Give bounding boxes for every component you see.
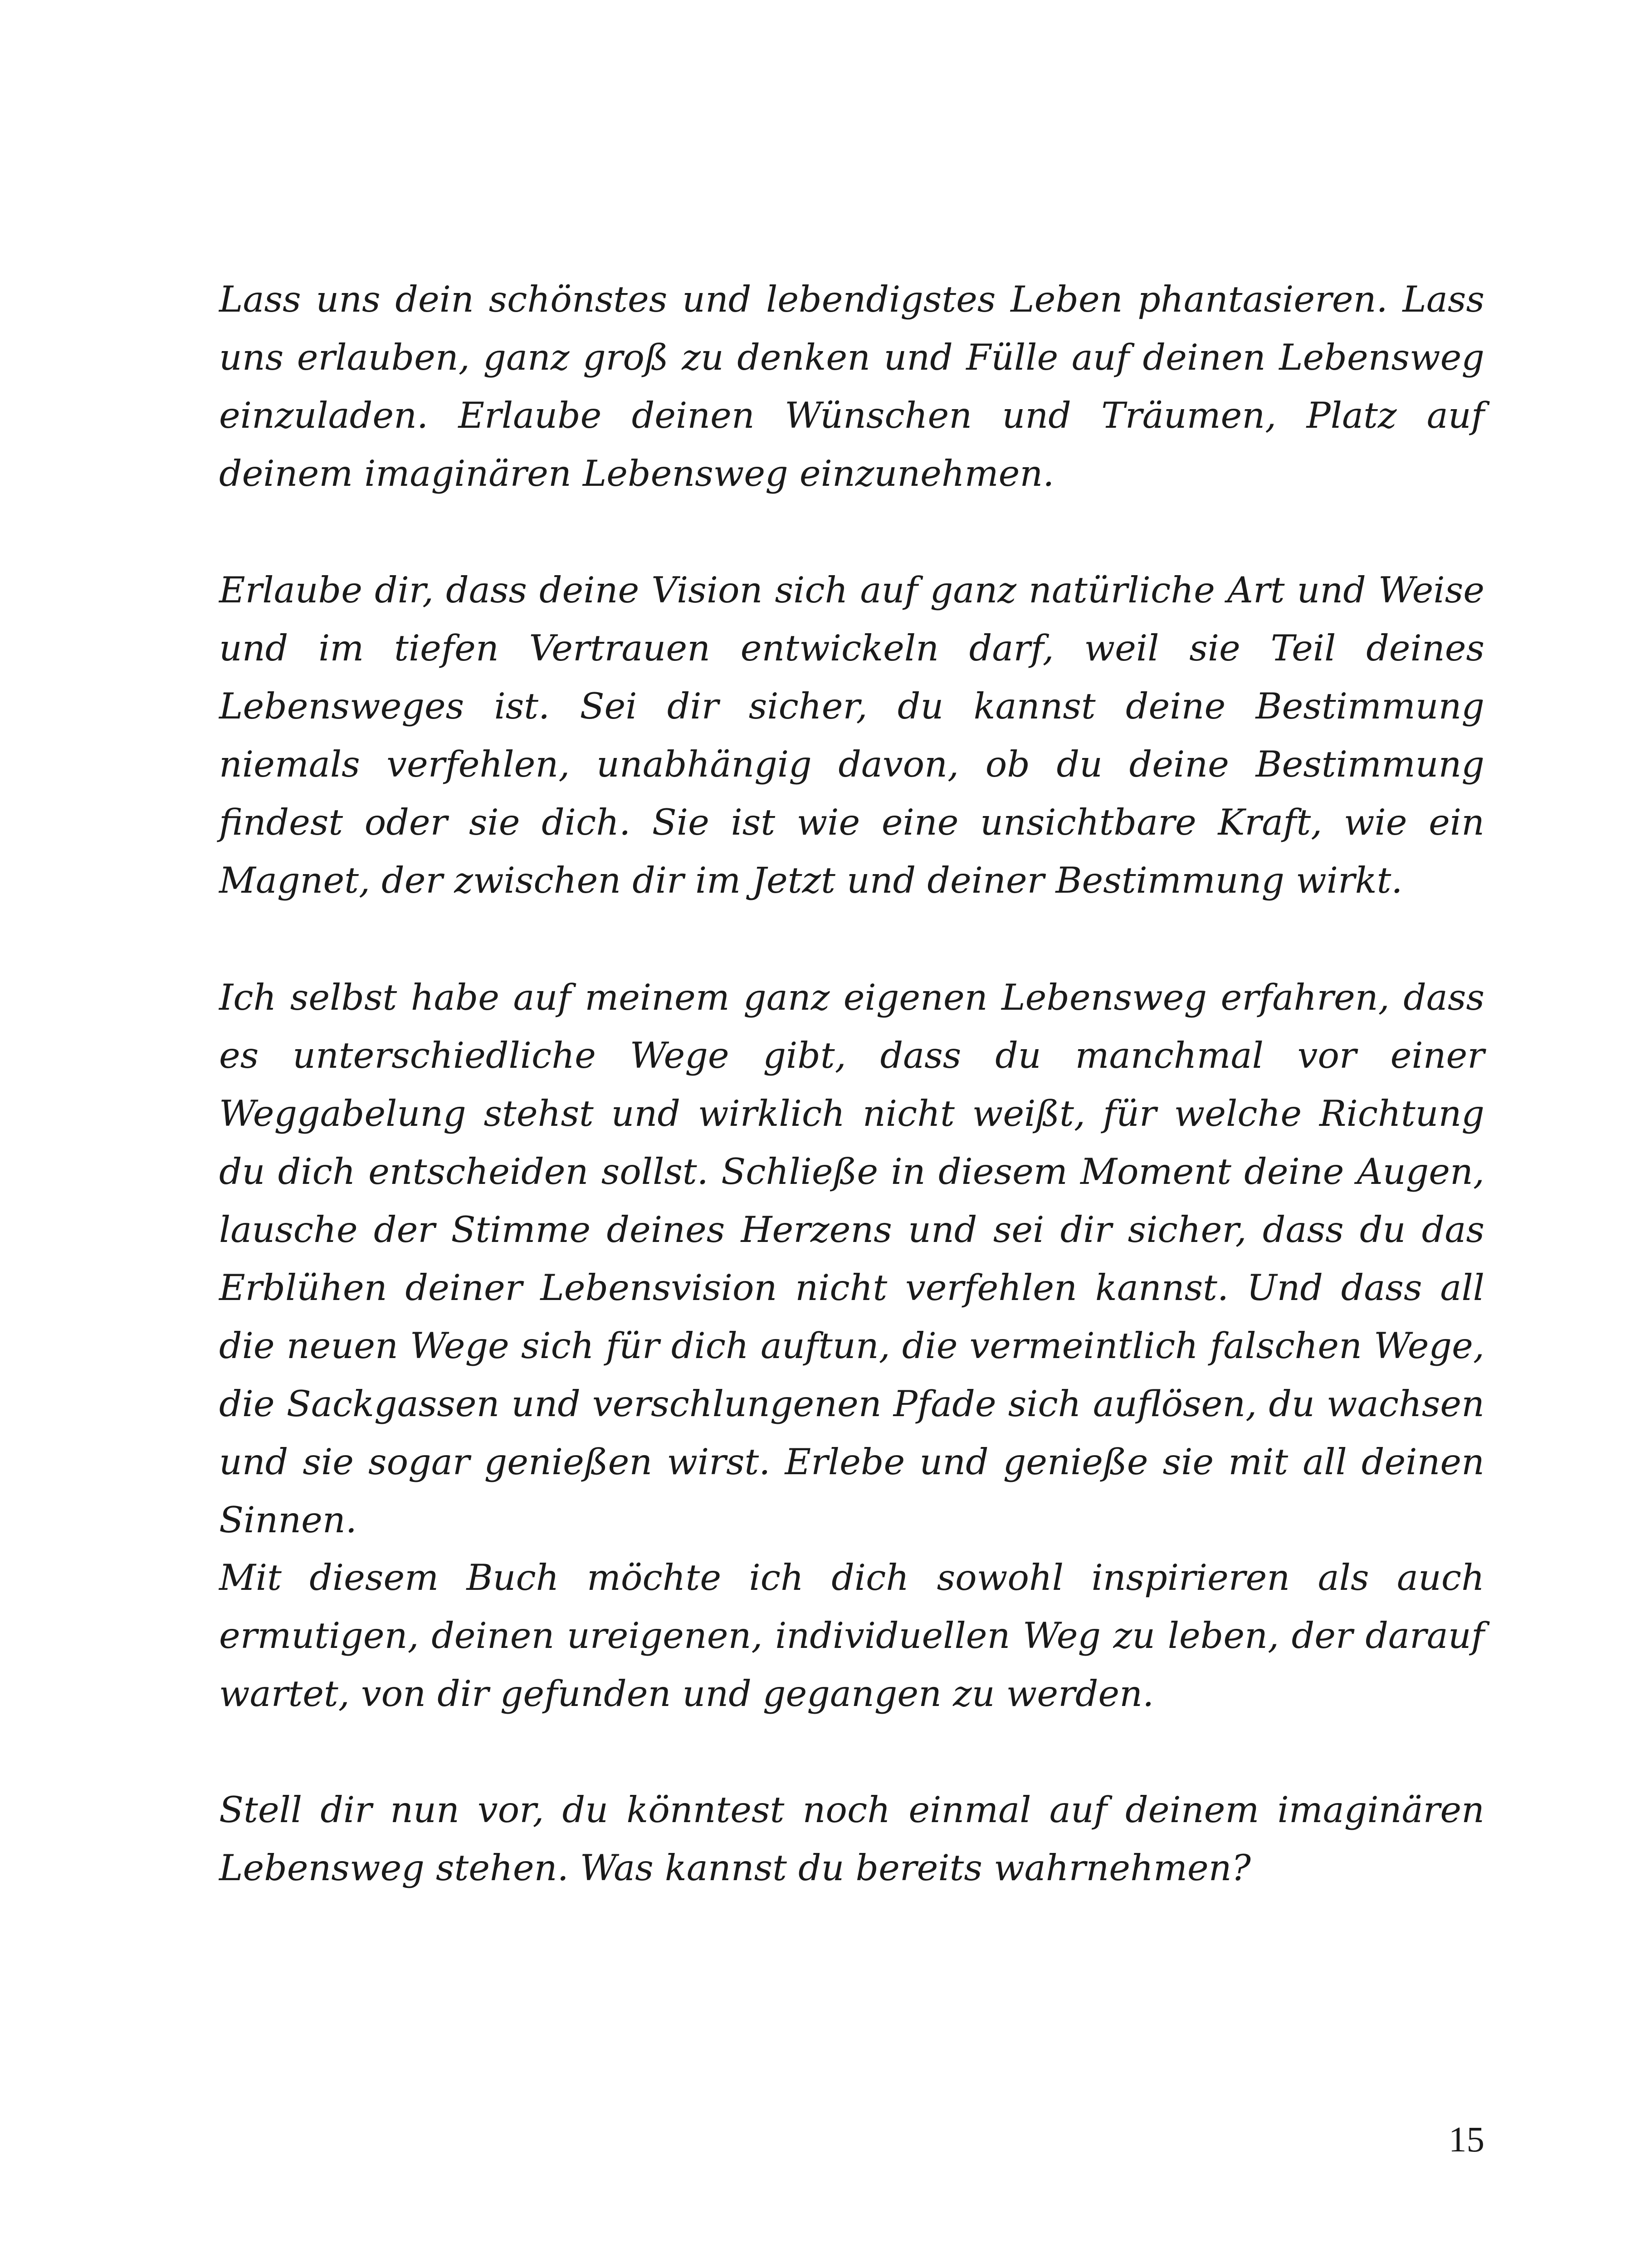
- paragraph: Lass uns dein schönstes und lebendigstes Leben phantasieren. Lass uns erlauben, ganz groß zu denken und Fülle auf deinen Lebensweg einzuladen. Erlaube deinen Wünschen und Träumen, Platz auf deinem imaginären Lebensweg einzunehmen.: [219, 279, 1484, 494]
- paragraph: Ich selbst habe auf meinem ganz eigenen Lebensweg erfahren, dass es unterschiedliche Wege gibt, dass du manchmal vor einer Weggabelung stehst und wirklich nicht weißt, für welche Richtung du dich entscheiden sollst. Schließe in diesem Moment deine Augen, lausche der Stimme deines Herzens und sei dir sicher, dass du das Erblühen deiner Lebensvision nicht verfehlen kannst. Und dass all die neuen Wege sich für dich auftun, die vermeintlich falschen Wege, die Sackgassen und verschlungenen Pfade sich auflösen, du wachsen und sie sogar genießen wirst. Erlebe und genieße sie mit all deinen Sinnen.: [219, 977, 1484, 1541]
- paragraph: Mit diesem Buch möchte ich dich sowohl inspirieren als auch ermutigen, deinen ureigenen, individuellen Weg zu leben, der darauf wartet, von dir gefunden und gegangen zu werden.: [219, 1557, 1484, 1715]
- paragraph: Erlaube dir, dass deine Vision sich auf ganz natürliche Art und Weise und im tiefen Vertrauen entwickeln darf, weil sie Teil deines Lebensweges ist. Sei dir sicher, du kannst deine Bestimmung niemals verfehlen, unabhängig davon, ob du deine Bestimmung findest oder sie dich. Sie ist wie eine unsichtbare Kraft, wie ein Magnet, der zwischen dir im Jetzt und deiner Bestimmung wirkt.: [219, 569, 1484, 901]
- page-number: 15: [1449, 2120, 1484, 2160]
- paragraph: Stell dir nun vor, du könntest noch einmal auf deinem imaginären Lebensweg stehen. Was kannst du bereits wahrnehmen?: [219, 1789, 1484, 1889]
